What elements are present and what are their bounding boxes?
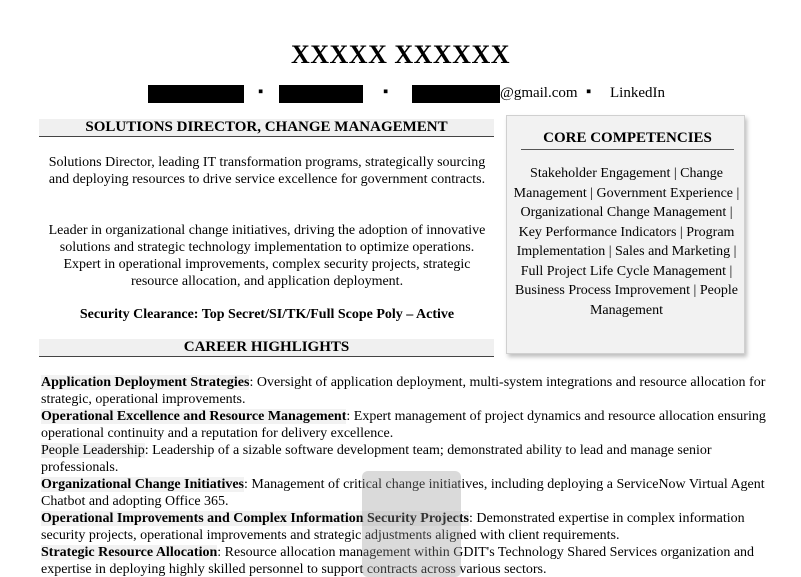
highlight-title: Strategic Resource Allocation (41, 545, 218, 560)
highlight-text: : Demonstrated expertise in complex information security projects, operational improvements and strategic adjustments aligned with client requirements. (41, 511, 745, 543)
highlight-text: : Expert management of project dynamics and resource allocation ensuring operational continuity and a reputation for delivery excellence. (41, 409, 766, 441)
highlight-item (41, 408, 771, 442)
linkedin-link[interactable]: LinkedIn (610, 85, 665, 101)
highlight-text: : Leadership of a sizable software development team; demonstrated ability to lead and manage senior professionals. (41, 443, 712, 475)
contact-line (0, 84, 801, 104)
email-suffix: @gmail.com (500, 85, 578, 101)
summary-paragraph-2: Leader in organizational change initiatives, driving the adoption of innovative solutions and strategic technology implementation to optimize operations. Expert in operational improvements, complex security projects, strategic resource allocation, and application deployment. (48, 223, 486, 289)
separator-dot: ▪ (258, 84, 264, 100)
redacted-block (279, 85, 363, 103)
highlight-title: Operational Improvements and Complex Information Security Projects (41, 511, 469, 526)
highlight-title: Operational Excellence and Resource Management (41, 409, 347, 424)
selection-overlay (362, 471, 461, 577)
summary-heading: SOLUTIONS DIRECTOR, CHANGE MANAGEMENT (39, 119, 494, 137)
highlight-title: Organizational Change Initiatives (41, 477, 245, 492)
core-competencies-list: Stakeholder Engagement | Change Management | Government Experience | Organizational Change Management | Key Performance Indicators | Program Implementation | Sales and Marketing | Full Project Life Cycle Management | Business Process Improvement | People Management (513, 166, 740, 318)
security-clearance: Security Clearance: Top Secret/SI/TK/Full Scope Poly – Active (79, 307, 455, 322)
highlight-text: : Oversight of application deployment, multi-system integrations and resource allocation for strategic, operational improvements. (41, 375, 766, 407)
highlight-title: Application Deployment Strategies (41, 375, 250, 390)
separator-dot: ▪ (383, 84, 389, 100)
core-competencies-heading: CORE COMPETENCIES (521, 130, 734, 150)
highlight-text: : Resource allocation management within GDIT's Technology Shared Services organization and expertise in deploying highly skilled personnel to support contracts across various sectors. (41, 545, 755, 577)
redacted-block (148, 85, 244, 103)
highlight-text: : Management of critical change initiatives, including deploying a ServiceNow Virtual Agent Chatbot and adopting Office 365. (41, 477, 765, 509)
highlight-title: People Leadership (41, 443, 145, 458)
redacted-email (412, 85, 500, 103)
career-highlights-heading: CAREER HIGHLIGHTS (39, 339, 494, 357)
separator-dot: ▪ (586, 84, 592, 100)
highlight-item (41, 374, 771, 408)
candidate-name: XXXXX XXXXXX (290, 40, 511, 69)
core-competencies-box (506, 115, 745, 354)
summary-paragraph-1: Solutions Director, leading IT transformation programs, strategically sourcing and deploying resources to drive service excellence for government contracts. (48, 155, 486, 187)
